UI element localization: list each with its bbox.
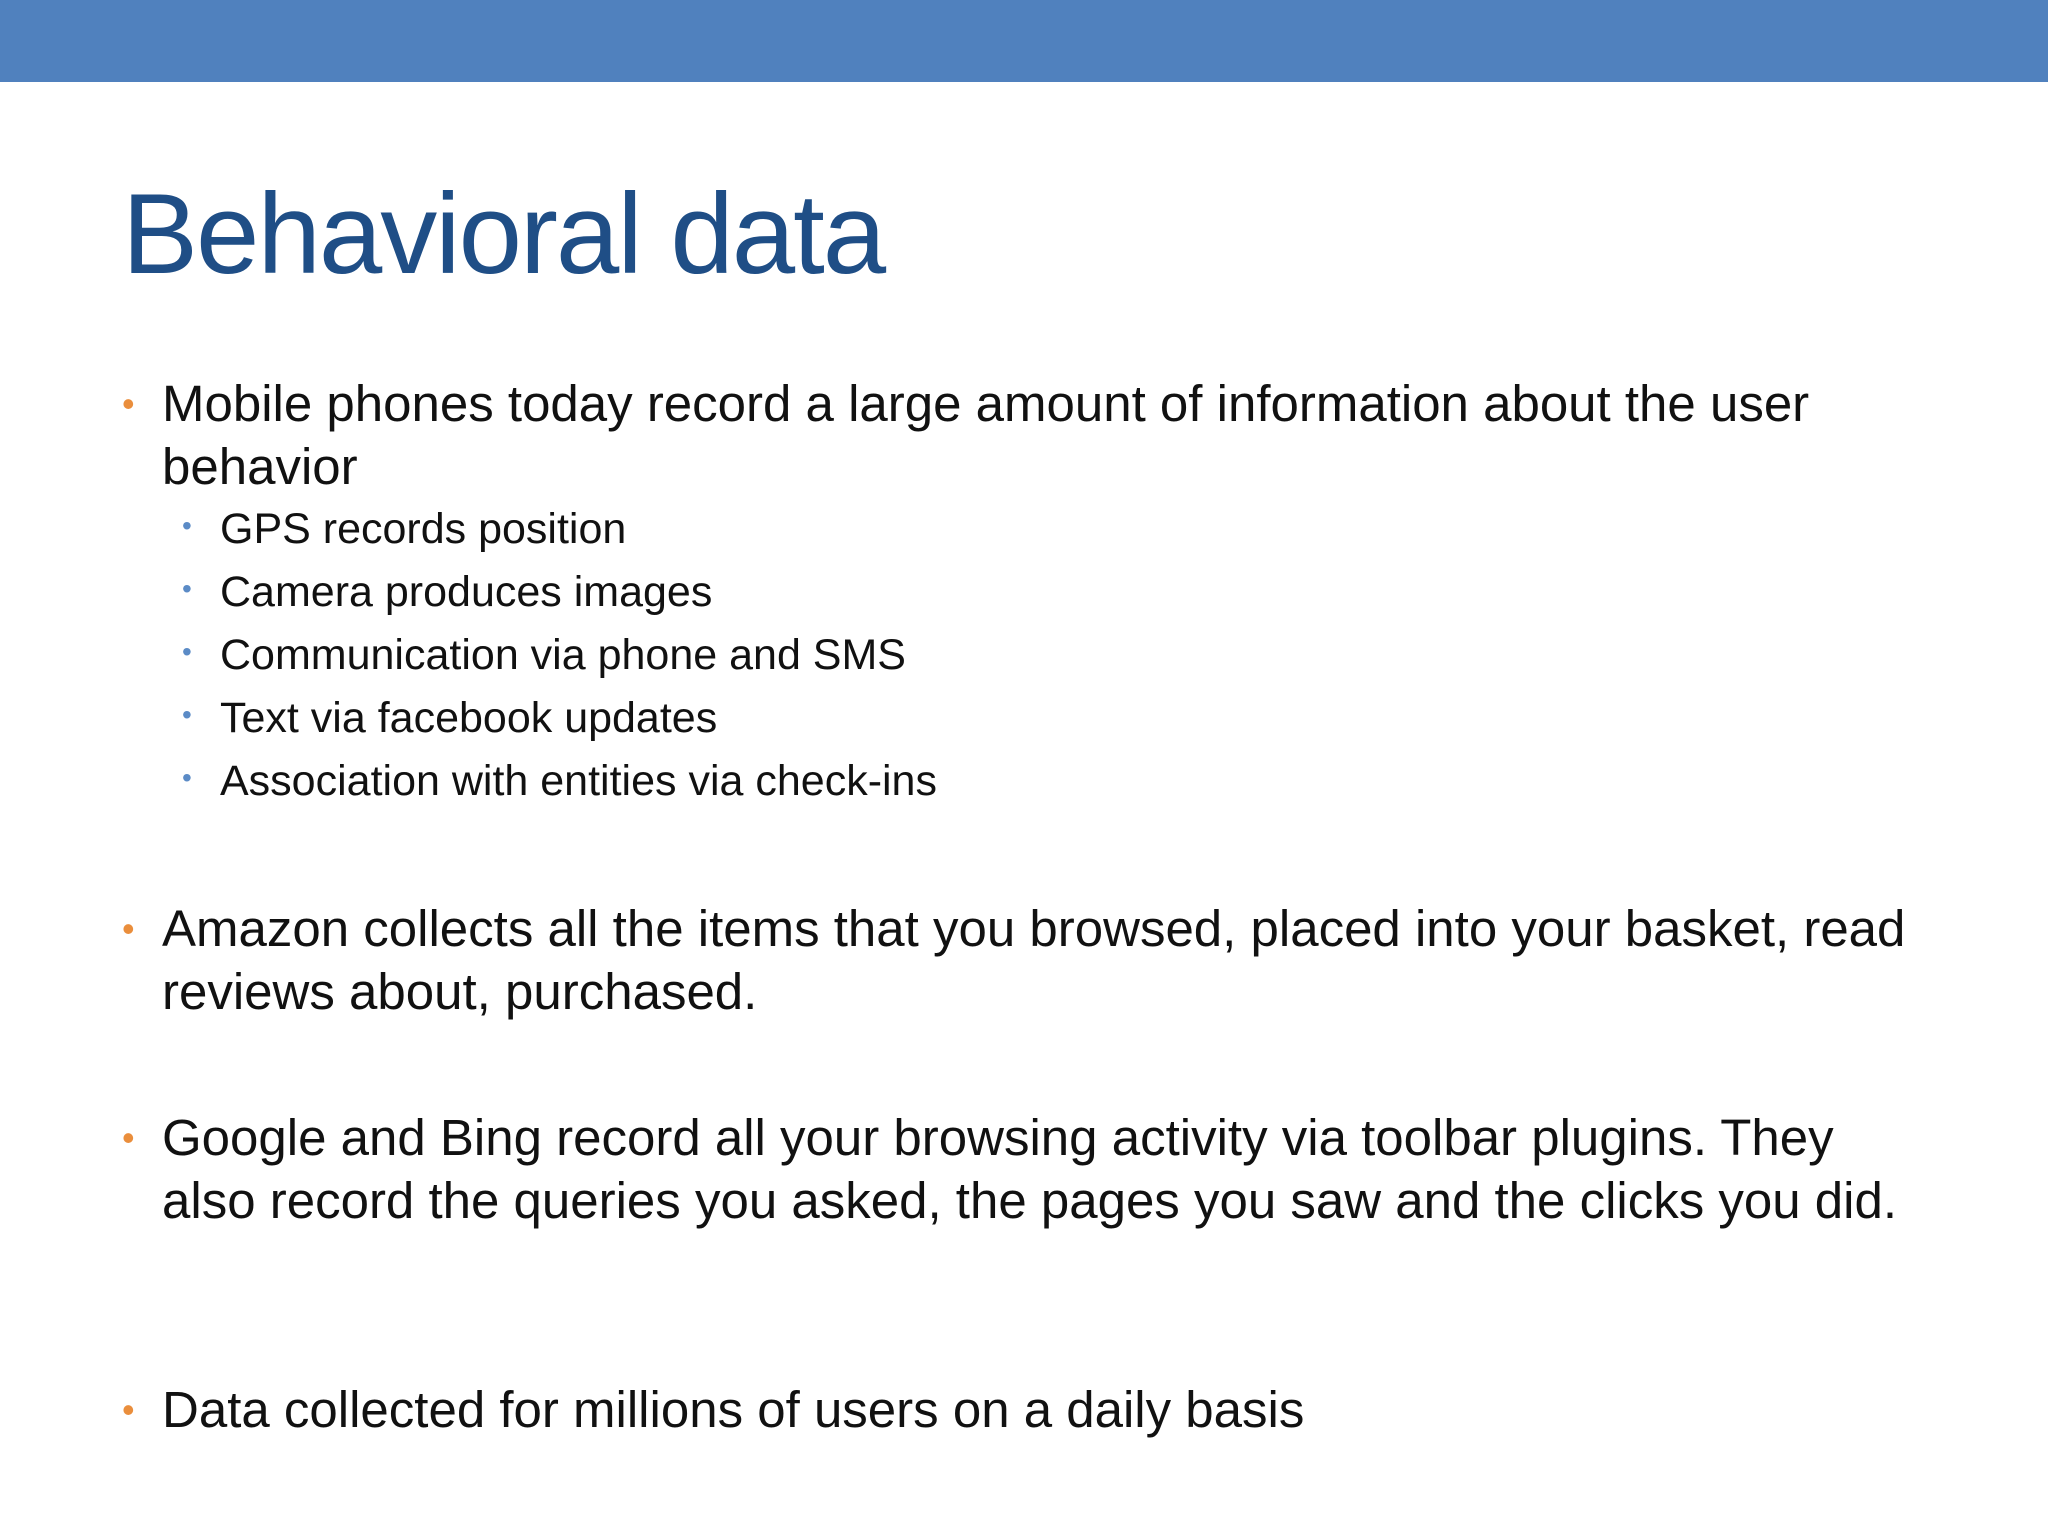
bullet-text: Mobile phones today record a large amount of information about the user behavior [162,375,1810,495]
sub-bullet-text: Camera produces images [220,568,713,616]
sub-bullet-item [162,750,1922,813]
bullet-item-1 [122,372,1922,813]
bullet-text: Amazon collects all the items that you browsed, placed into your basket, read reviews about, purchased. [162,900,1906,1020]
sub-bullet-text: GPS records position [220,505,627,553]
bullet-dot-icon: • [122,383,135,424]
sub-bullet-dot-icon: • [182,510,192,541]
sub-bullet-list [162,498,1922,813]
bullet-item-2 [122,897,1922,1023]
sub-bullet-item [162,498,1922,561]
slide-title: Behavioral data [122,171,885,298]
bullet-dot-icon: • [122,1117,135,1158]
sub-bullet-dot-icon: • [182,636,192,667]
sub-bullet-dot-icon: • [182,573,192,604]
bullet-item-3 [122,1106,1922,1232]
bullet-dot-icon: • [122,1389,135,1430]
sub-bullet-item [162,687,1922,750]
sub-bullet-dot-icon: • [182,762,192,793]
header-bar [0,0,2048,82]
sub-bullet-dot-icon: • [182,699,192,730]
sub-bullet-item [162,624,1922,687]
bullet-text: Data collected for millions of users on a daily basis [162,1381,1305,1438]
sub-bullet-text: Association with entities via check-ins [220,757,937,805]
bullet-text: Google and Bing record all your browsing activity via toolbar plugins. They also record the queries you asked, the pages you saw and the clicks you did. [162,1109,1898,1229]
sub-bullet-item [162,561,1922,624]
bullet-dot-icon: • [122,908,135,949]
sub-bullet-text: Text via facebook updates [220,694,718,742]
bullet-item-4 [122,1378,1922,1441]
sub-bullet-text: Communication via phone and SMS [220,631,906,679]
